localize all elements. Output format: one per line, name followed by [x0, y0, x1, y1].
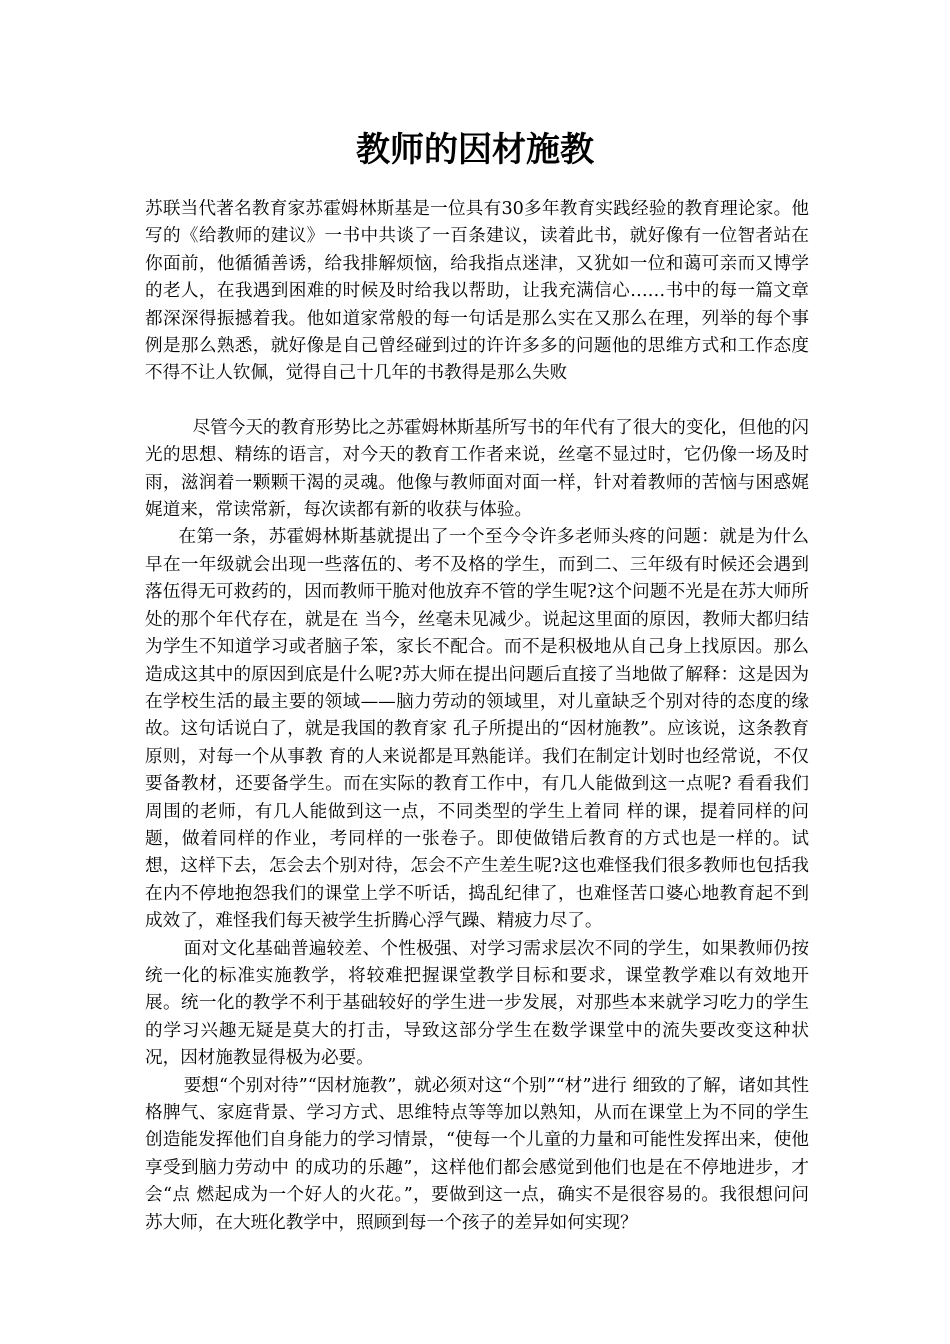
document-title: 教师的因材施教: [356, 130, 594, 170]
paragraph-intro: 苏联当代著名教育家苏霍姆林斯基是一位具有30多年教育实践经验的教育理论家。他写的《给教师的建议》一书中共谈了一百条建议，读着此书，就好像有一位智者站在你面前，他循循善诱，给我排解烦恼，给我指点迷津，又犹如一位和蔼可亲而又博学的老人，在我遇到困难的时候及时给我以帮助，让我充满信心……书中的每一篇文章都深深得振撼着我。他如道家常般的每一句话是那么实在又那么在理，列举的每个事例是那么熟悉，就好像是自己曾经碰到过的许许多多的问题他的思维方式和工作态度不得不让人钦佩，觉得自己十几年的书教得是那么失败: [145, 199, 809, 384]
paragraph-individual-attention: 要想“个别对待”“因材施教”，就必须对这“个别”“材”进行 细致的了解，诸如其性格脾气、家庭背景、学习方式、思维特点等等加以熟知，从而在课堂上为不同的学生创造能发挥他们自身能力的学习情景，“使每一个儿童的力量和可能性发挥出来，使他享受到脑力劳动中 的成功的乐趣”，这样他们都会感觉到他们也是在不停地进步，才会“点 燃起成为一个好人的火花。”，要做到这一点，确实不是很容易的。我很想问问苏大师，在大班化教学中，照顾到每一个孩子的差异如何实现？: [145, 1075, 809, 1233]
paragraph-diverse-students: 面对文化基础普遍较差、个性极强、对学习需求层次不同的学生，如果教师仍按统一化的标准实施教学，将较难把握课堂教学目标和要求，课堂教学难以有效地开展。统一化的教学不利于基础较好的学生进一步发展，对那些本来就学习吃力的学生的学习兴趣无疑是莫大的打击，导致这部分学生在数学课堂中的流失要改变这种状况，因材施教显得极为必要。: [145, 938, 809, 1069]
document-body: [145, 196, 809, 1237]
paragraph-relevance: 尽管今天的教育形势比之苏霍姆林斯基所写书的年代有了很大的变化，但他的闪光的思想、精练的语言，对今天的教育工作者来说，丝毫不显过时，它仍像一场及时雨，滋润着一颗颗干渴的灵魂。他像与教师面对面一样，针对着教师的苦恼与困惑娓娓道来，常读常新，每次读都有新的收获与体验。: [145, 417, 809, 521]
paragraph-first-rule: 在第一条，苏霍姆林斯基就提出了一个至今令许多老师头疼的问题：就是为什么早在一年级就会出现一些落伍的、考不及格的学生，而到二、三年级有时候还会遇到落伍得无可救药的，因而教师干脆对他放弃不管的学生呢?这个问题不光是在苏大师所处的那个年代存在，就是在 当今，丝毫未见减少。说起这里面的原因，教师大都归结为学生不知道学习或者脑子笨，家长不配合。而不是积极地从自己身上找原因。那么 造成这其中的原因到底是什么呢?苏大师在提出问题后直接了当地做了解释：这是因为在学校生活的最主要的领域——脑力劳动的领域里，对儿童缺乏个别对待的态度的缘故。这句话说白了，就是我国的教育家 孔子所提出的“因材施教”。应该说，这条教育原则，对每一个从事教 育的人来说都是耳熟能详。我们在制定计划时也经常说，不仅要备教材，还要备学生。而在实际的教育工作中，有几人能做到这一点呢? 看看我们周围的老师，有几人能做到这一点，不同类型的学生上着同 样的课，提着同样的问题，做着同样的作业，考同样的一张卷子。即使做错后教育的方式也是一样的。试想，这样下去，怎会去个别对待，怎会不产生差生呢?这也难怪我们很多教师也包括我在内不停地抱怨我们的课堂上学不听话，捣乱纪律了，也难怪苦口婆心地教育起不到成效了，难怪我们每天被学生折腾心浮气躁、精疲力尽了。: [145, 527, 809, 932]
